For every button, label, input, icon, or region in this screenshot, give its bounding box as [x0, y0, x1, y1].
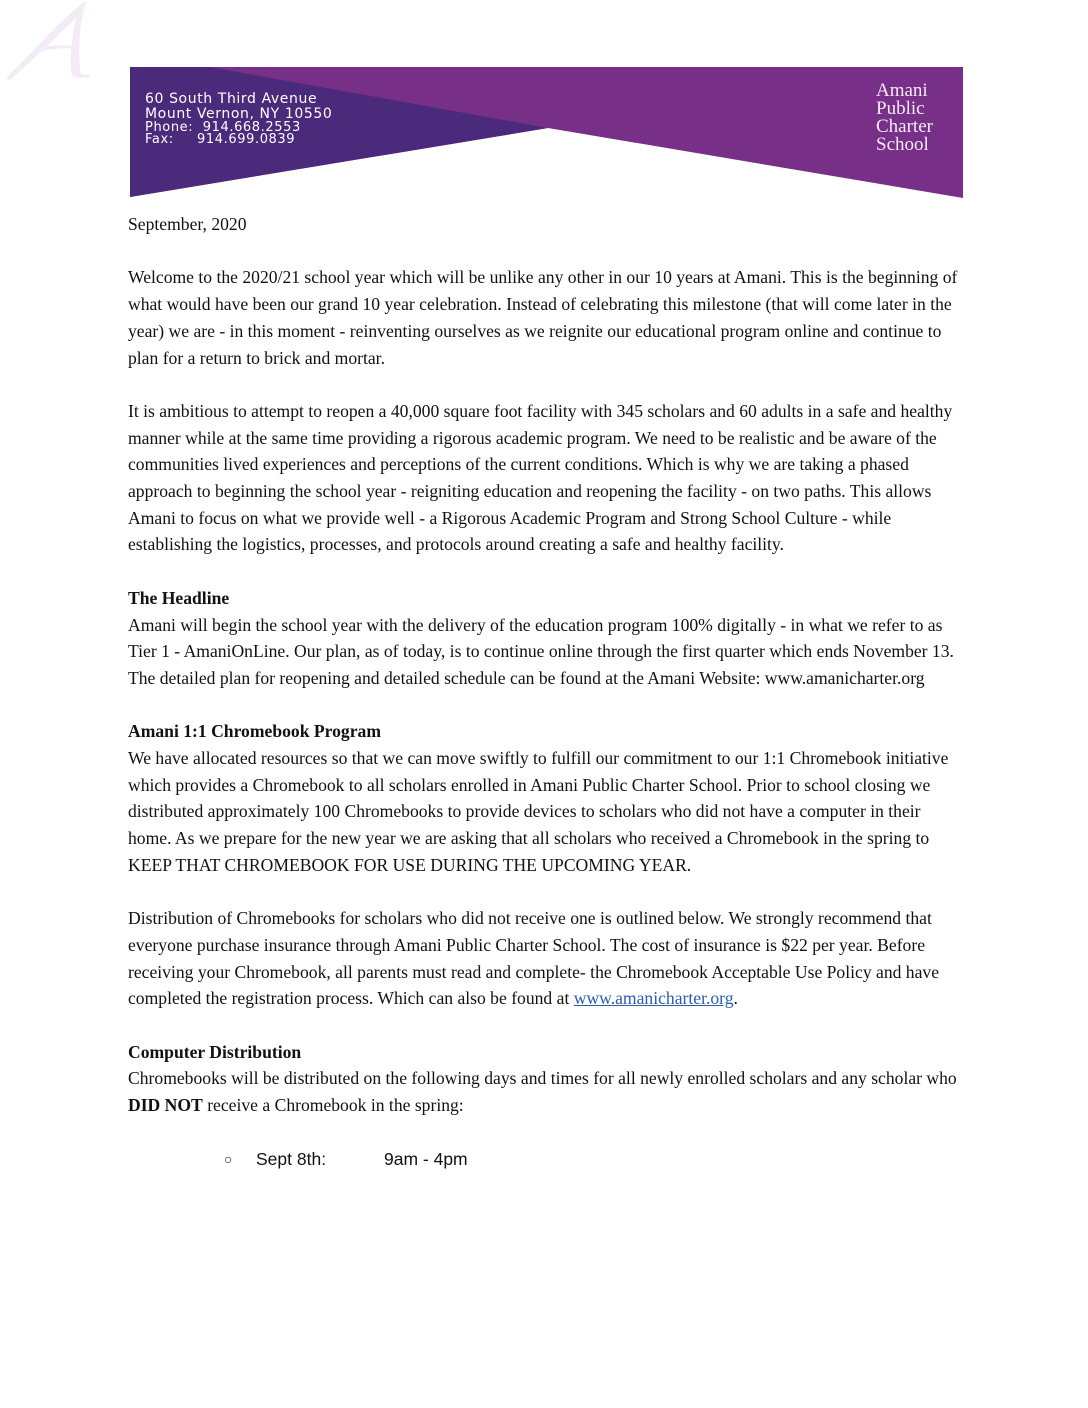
distribution-text-before: Chromebooks will be distributed on the following days and times for all newly enrolled scholars and any scholar who: [128, 1068, 957, 1089]
distribution-text-after: receive a Chromebook in the spring:: [202, 1095, 464, 1116]
hollow-bullet-icon: ○: [224, 1150, 233, 1167]
logo-text: [876, 82, 933, 154]
chromebook-paragraph: We have allocated resources so that we can move swiftly to fulfill our commitment to our 1:1 Chromebook initiative which provides a Chromebook to all scholars enrolled in Amani Public Charter School. Prior to school closing we distributed approximately 100 Chromebooks to provide devices to scholars who did not have a computer in their home. As we prepare for the new year we are asking that all scholars who received a Chromebook in the spring to KEEP THAT CHROMEBOOK FOR USE DURING THE UPCOMING YEAR.: [128, 748, 949, 875]
computer-distribution-paragraph: [128, 1065, 968, 1118]
logo-line: Amani: [876, 80, 928, 101]
address-line-1: 60 South Third Avenue: [145, 91, 318, 107]
schedule-day: Sept 8th:: [256, 1148, 327, 1169]
ambitious-paragraph: It is ambitious to attempt to reopen a 40,000 square foot facility with 345 scholars and 60 adults in a safe and healthy manner while at the same time providing a rigorous academic program. We need to be realistic and be aware of the communities lived experiences and perceptions of the current conditions. Which is why we are taking a phased approach to beginning the school year - reigniting education and reopening the facility - on two paths. This allows Amani to focus on what we provide well - a Rigorous Academic Program and Strong School Culture - while establishing the logistics, processes, and protocols around creating a safe and healthy facility.: [128, 400, 953, 555]
school-logo-icon: [0, 0, 170, 82]
phone-number: 914.668.2553: [202, 120, 301, 135]
letter-date: September, 2020: [128, 214, 247, 234]
letterhead-banner: [0, 0, 1088, 210]
logo-line: Public: [876, 98, 925, 119]
school-address: [145, 92, 332, 146]
distribution-schedule: [128, 1146, 968, 1173]
fax-label: Fax:: [145, 132, 174, 147]
schedule-time: 9am - 4pm: [384, 1148, 468, 1169]
letter-body: [128, 211, 968, 1172]
logo-line: Charter: [876, 116, 933, 137]
intro-paragraph: Welcome to the 2020/21 school year which will be unlike any other in our 10 years at Amani. This is the beginning of what would have been our grand 10 year celebration. Instead of celebrating this milestone (that will come later in the year) we are - in this moment - reinventing ourselves as we reignite our educational program online and continue to plan for a return to brick and mortar.: [128, 267, 958, 368]
logo-line: School: [876, 134, 929, 155]
headline-paragraph: Amani will begin the school year with the delivery of the education program 100% digitally - in what we refer to as Tier 1 - AmaniOnLine. Our plan, as of today, is to continue online through the first quarter which ends November 13. The detailed plan for reopening and detailed schedule can be found at the Amani Website: www.amanicharter.org: [128, 614, 954, 688]
schedule-item: [128, 1146, 968, 1173]
distribution-text: Distribution of Chromebooks for scholars who did not receive one is outlined below. We strongly recommend that everyone purchase insurance through Amani Public Charter School. The cost of insurance is $22 per year. Before receiving your Chromebook, all parents must read and complete- the Chromebook Acceptable Use Policy and have completed the registration process. Which can also be found at: [128, 908, 940, 1009]
computer-distribution-heading: Computer Distribution: [128, 1041, 302, 1062]
website-link[interactable]: www.amanicharter.org: [573, 988, 734, 1009]
fax-row: [145, 134, 332, 146]
phone-label: Phone:: [145, 120, 194, 135]
distribution-paragraph: [128, 905, 968, 1012]
did-not-emphasis: DID NOT: [128, 1095, 203, 1116]
headline-heading: The Headline: [128, 587, 230, 608]
period: .: [733, 988, 738, 1009]
address-line-2: Mount Vernon, NY 10550: [145, 106, 333, 122]
fax-number: 914.699.0839: [197, 132, 296, 147]
chromebook-heading: Amani 1:1 Chromebook Program: [128, 721, 381, 742]
